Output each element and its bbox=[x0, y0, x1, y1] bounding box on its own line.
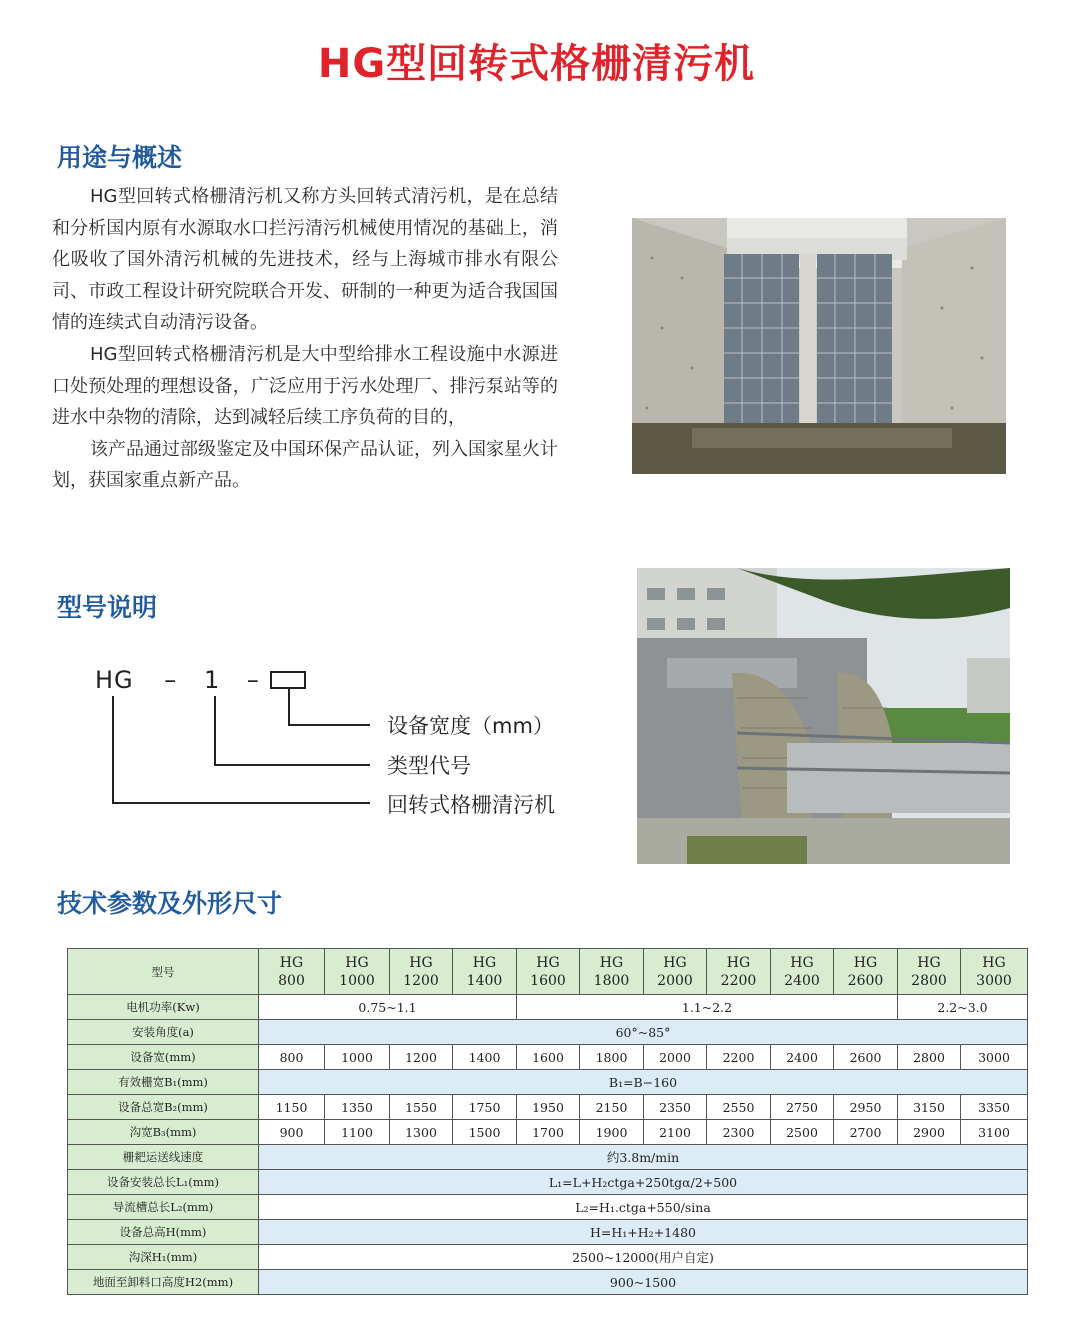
row-label: 设备总高H(mm) bbox=[68, 1220, 259, 1245]
table-row-speed bbox=[68, 1145, 1028, 1170]
table-cell: 0.75~1.1 bbox=[259, 995, 517, 1020]
table-cell: 2000 bbox=[644, 1045, 707, 1070]
width-placeholder-box bbox=[270, 671, 306, 689]
model-code-diagram bbox=[90, 660, 610, 830]
table-row-guide-length bbox=[68, 1195, 1028, 1220]
header-model-2800: HG 2800 bbox=[898, 949, 961, 995]
row-label: 电机功率(Kw) bbox=[68, 995, 259, 1020]
table-cell: L₁=L+H₂ctga+250tgα/2+500 bbox=[259, 1170, 1028, 1195]
row-label: 栅耙运送线速度 bbox=[68, 1145, 259, 1170]
table-cell: 2950 bbox=[834, 1095, 898, 1120]
header-model-2000: HG 2000 bbox=[644, 949, 707, 995]
product-photo-installed bbox=[637, 568, 1010, 864]
table-cell: 3350 bbox=[961, 1095, 1028, 1120]
table-row-total-width bbox=[68, 1095, 1028, 1120]
header-model-1200: HG 1200 bbox=[390, 949, 453, 995]
model-code-prefix: HG bbox=[95, 666, 134, 694]
usage-text bbox=[52, 181, 558, 497]
header-model-2400: HG 2400 bbox=[771, 949, 834, 995]
model-code bbox=[95, 666, 260, 694]
table-cell: 1900 bbox=[580, 1120, 644, 1145]
row-label: 安装角度(a) bbox=[68, 1020, 259, 1045]
table-cell: 1500 bbox=[453, 1120, 517, 1145]
page-title: HG型回转式格栅清污机 bbox=[317, 41, 756, 87]
table-cell: 1800 bbox=[580, 1045, 644, 1070]
model-heading: 型号说明 bbox=[57, 593, 158, 622]
table-row-width bbox=[68, 1045, 1028, 1070]
legend-width: 设备宽度（mm） bbox=[387, 714, 554, 738]
table-cell: 900 bbox=[259, 1120, 325, 1145]
table-row-channel bbox=[68, 1120, 1028, 1145]
connector-line bbox=[112, 696, 114, 804]
usage-paragraph: HG型回转式格栅清污机是大中型给排水工程设施中水源进口处预处理的理想设备，广泛应用于污水处理厂、排污泵站等的进水中杂物的清除，达到减轻后续工序负荷的目的， bbox=[52, 343, 558, 429]
table-cell: 1750 bbox=[453, 1095, 517, 1120]
table-cell: 1300 bbox=[390, 1120, 453, 1145]
table-cell: 1150 bbox=[259, 1095, 325, 1120]
model-code-dash: – bbox=[246, 666, 260, 694]
table-cell: 2.2~3.0 bbox=[898, 995, 1028, 1020]
table-cell: 1.1~2.2 bbox=[517, 995, 898, 1020]
header-model-1800: HG 1800 bbox=[580, 949, 644, 995]
table-cell: 60°~85° bbox=[259, 1020, 1028, 1045]
model-code-type: 1 bbox=[203, 666, 221, 694]
connector-line bbox=[214, 764, 370, 766]
header-model-1600: HG 1600 bbox=[517, 949, 580, 995]
model-code-dash: – bbox=[164, 666, 178, 694]
row-label: 设备宽(mm) bbox=[68, 1045, 259, 1070]
table-cell: 1600 bbox=[517, 1045, 580, 1070]
table-cell: 2150 bbox=[580, 1095, 644, 1120]
row-label: 设备总宽B₂(mm) bbox=[68, 1095, 259, 1120]
specs-heading: 技术参数及外形尺寸 bbox=[57, 889, 283, 918]
table-cell: 1100 bbox=[325, 1120, 390, 1145]
table-row-height bbox=[68, 1220, 1028, 1245]
table-cell: 2550 bbox=[707, 1095, 771, 1120]
header-model-3000: HG 3000 bbox=[961, 949, 1028, 995]
product-photo-front bbox=[632, 218, 1006, 474]
row-label: 地面至卸料口高度H2(mm) bbox=[68, 1270, 259, 1295]
table-cell: 2500~12000(用户自定) bbox=[259, 1245, 1028, 1270]
connector-line bbox=[288, 689, 290, 726]
table-cell: 3000 bbox=[961, 1045, 1028, 1070]
connector-line bbox=[112, 802, 370, 804]
table-cell: 2400 bbox=[771, 1045, 834, 1070]
spec-table bbox=[67, 948, 1028, 1295]
header-model-2600: HG 2600 bbox=[834, 949, 898, 995]
header-model-1400: HG 1400 bbox=[453, 949, 517, 995]
table-cell: H=H₁+H₂+1480 bbox=[259, 1220, 1028, 1245]
legend-type: 类型代号 bbox=[387, 754, 471, 778]
table-cell: 2600 bbox=[834, 1045, 898, 1070]
header-model-2200: HG 2200 bbox=[707, 949, 771, 995]
table-cell: L₂=H₁.ctga+550/sina bbox=[259, 1195, 1028, 1220]
table-cell: 约3.8m/min bbox=[259, 1145, 1028, 1170]
table-cell: 2100 bbox=[644, 1120, 707, 1145]
table-cell: 2200 bbox=[707, 1045, 771, 1070]
table-cell: 1700 bbox=[517, 1120, 580, 1145]
table-row-depth bbox=[68, 1245, 1028, 1270]
table-cell: 3150 bbox=[898, 1095, 961, 1120]
table-cell: 800 bbox=[259, 1045, 325, 1070]
table-cell: B₁=B−160 bbox=[259, 1070, 1028, 1095]
table-row-motor bbox=[68, 995, 1028, 1020]
table-row-effective bbox=[68, 1070, 1028, 1095]
table-cell: 1200 bbox=[390, 1045, 453, 1070]
table-cell: 1550 bbox=[390, 1095, 453, 1120]
row-label: 设备安装总长L₁(mm) bbox=[68, 1170, 259, 1195]
table-cell: 900~1500 bbox=[259, 1270, 1028, 1295]
table-cell: 1350 bbox=[325, 1095, 390, 1120]
usage-heading: 用途与概述 bbox=[57, 143, 183, 172]
table-row-discharge bbox=[68, 1270, 1028, 1295]
header-model-800: HG 800 bbox=[259, 949, 325, 995]
table-cell: 2700 bbox=[834, 1120, 898, 1145]
table-cell: 1950 bbox=[517, 1095, 580, 1120]
connector-line bbox=[214, 696, 216, 766]
table-cell: 2900 bbox=[898, 1120, 961, 1145]
table-cell: 2350 bbox=[644, 1095, 707, 1120]
legend-name: 回转式格栅清污机 bbox=[387, 793, 555, 817]
row-label: 沟宽B₃(mm) bbox=[68, 1120, 259, 1145]
header-model-1000: HG 1000 bbox=[325, 949, 390, 995]
connector-line bbox=[288, 724, 370, 726]
row-label: 沟深H₁(mm) bbox=[68, 1245, 259, 1270]
table-cell: 1400 bbox=[453, 1045, 517, 1070]
table-row-install-length bbox=[68, 1170, 1028, 1195]
table-row-angle bbox=[68, 1020, 1028, 1045]
table-cell: 1000 bbox=[325, 1045, 390, 1070]
table-cell: 2800 bbox=[898, 1045, 961, 1070]
row-label: 有效栅宽B₁(mm) bbox=[68, 1070, 259, 1095]
header-model-label: 型号 bbox=[68, 949, 259, 995]
usage-paragraph: 该产品通过部级鉴定及中国环保产品认证，列入国家星火计划，获国家重点新产品。 bbox=[52, 438, 558, 492]
table-cell: 2750 bbox=[771, 1095, 834, 1120]
table-cell: 2500 bbox=[771, 1120, 834, 1145]
table-cell: 2300 bbox=[707, 1120, 771, 1145]
table-header-row bbox=[68, 949, 1028, 995]
usage-paragraph: HG型回转式格栅清污机又称方头回转式清污机，是在总结和分析国内原有水源取水口拦污清污机械使用情况的基础上，消化吸收了国外清污机械的先进技术，经与上海城市排水有限公司、市政工程设计研究院联合开发、研制的一种更为适合我国国情的连续式自动清污设备。 bbox=[52, 186, 558, 334]
table-cell: 3100 bbox=[961, 1120, 1028, 1145]
row-label: 导流槽总长L₂(mm) bbox=[68, 1195, 259, 1220]
